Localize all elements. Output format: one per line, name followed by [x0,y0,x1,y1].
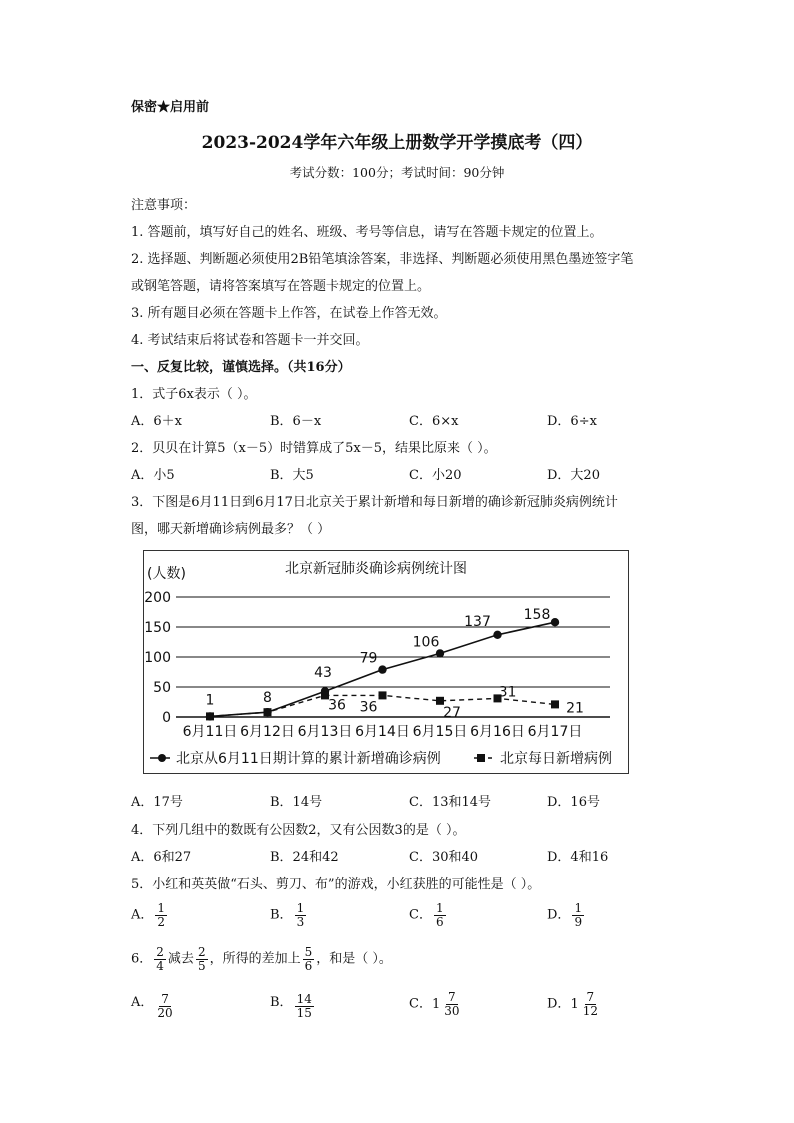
cumulative-data-label: 137 [464,613,491,630]
chart-title: 北京新冠肺炎确诊病例统计图 [285,561,467,577]
q4-option-d[interactable]: D．4和16 [547,850,609,865]
numerator: 1 [574,901,583,915]
cumulative-point [436,649,444,657]
notice-heading: 注意事项： [131,198,197,213]
q3-option-a[interactable]: A．17号 [131,795,183,810]
whole-part: 1 [431,996,441,1012]
fraction [295,993,314,1019]
q2-option-c[interactable]: C．小20 [409,468,462,483]
cumulative-data-label: 1 [205,692,215,709]
denominator: 12 [582,1003,598,1018]
daily-data-label: 31 [498,684,517,701]
fraction [442,991,461,1017]
section-heading: 一、反复比较，谨慎选择。（共16分） [131,360,351,375]
numerator: 7 [161,991,169,1006]
q3-option-c[interactable]: C．13和14号 [409,795,492,810]
q3-option-d[interactable]: D．16号 [547,795,600,810]
cumulative-data-label: 79 [359,650,378,667]
fraction [434,902,446,928]
q1-option-a[interactable]: A．6＋x [131,414,182,429]
q3-option-b[interactable]: B．14号 [270,795,323,810]
fraction [196,946,208,972]
x-tick-label: 6月16日 [470,724,525,740]
q5-option-c[interactable] [409,902,448,928]
numerator: 2 [156,945,164,959]
page-title: 2023-2024学年六年级上册数学开学摸底考（四） [201,133,593,153]
whole-part: 1 [570,996,579,1012]
legend-cumulative-marker [158,754,166,762]
numerator: 1 [296,901,305,915]
numerator: 1 [157,901,166,915]
stem-text: ，所得的差加上 [209,951,301,967]
mixed-number [153,993,176,1019]
denominator: 20 [157,1005,173,1020]
fraction [155,993,174,1019]
y-tick-label: 50 [153,680,171,696]
stem-text: ，和是（ ）。 [316,951,392,967]
cumulative-data-label: 158 [523,607,551,624]
daily-data-label: 21 [566,700,584,717]
option-label: B． [270,995,293,1010]
notice-item: 1. 答题前，填写好自己的姓名、班级、考号等信息，请写在答题卡规定的位置上。 [131,225,603,240]
y-axis-label: (人数) [147,566,186,582]
daily-data-label: 27 [443,704,461,721]
x-tick-label: 6月17日 [527,724,583,740]
y-tick-label: 150 [144,620,171,636]
q6-option-d[interactable] [547,991,602,1017]
q1-option-c[interactable]: C．6×x [409,414,459,429]
legend-daily-label: 北京每日新增病例 [500,751,612,767]
question-number: 6． [131,951,153,967]
q4-option-a[interactable]: A．6和27 [131,850,192,865]
q5-option-b[interactable] [270,902,308,928]
cumulative-point [378,665,386,673]
legend-daily-marker [477,754,485,762]
option-label: C． [409,996,432,1012]
denominator: 9 [574,914,583,929]
stem-text: 减去 [167,951,194,967]
q6-option-a[interactable] [131,991,177,1019]
numerator: 7 [448,990,456,1004]
daily-point [551,700,559,708]
fraction [154,946,166,972]
notice-item: 4. 考试结束后将试卷和答题卡一并交回。 [131,333,369,348]
mixed-number [432,991,464,1017]
question-5-stem: 5．小红和英英做“石头、剪刀、布”的游戏，小红获胜的可能性是（ ）。 [131,877,541,892]
denominator: 5 [197,958,206,973]
y-tick-label: 200 [144,590,171,606]
fraction [581,991,600,1017]
x-tick-label: 6月14日 [355,724,410,740]
numerator: 1 [435,901,444,915]
option-label: A． [131,995,154,1010]
mixed-number [570,991,602,1017]
denominator: 3 [296,914,305,929]
daily-point [436,697,444,705]
chart-canvas [144,551,628,773]
question-1-stem: 1．式子6x表示（ ）。 [131,387,257,402]
x-tick-label: 6月13日 [297,724,353,740]
question-6-stem [131,946,392,972]
legend-cumulative-label: 北京从6月11日期计算的累计新增确诊病例 [176,751,441,767]
y-tick-label: 100 [144,650,171,666]
q6-option-c[interactable] [409,991,464,1017]
q2-option-b[interactable]: B．大5 [270,468,314,483]
fraction [303,946,315,972]
q2-option-a[interactable]: A．小5 [131,468,175,483]
denominator: 6 [435,914,444,929]
option-label: D． [547,996,571,1012]
option-label: C． [409,907,432,923]
q1-option-b[interactable]: B．6－x [270,414,322,429]
notice-item: 3. 所有题目必须在答题卡上作答，在试卷上作答无效。 [131,306,447,321]
daily-data-label: 36 [328,697,346,714]
option-label: D． [547,907,571,923]
q4-option-c[interactable]: C．30和40 [409,850,479,865]
daily-point [264,708,272,716]
q4-option-b[interactable]: B．24和42 [270,850,339,865]
daily-point [379,691,387,699]
y-tick-label: 0 [162,710,171,726]
denominator: 6 [304,958,313,973]
q5-option-d[interactable] [547,902,586,928]
notice-item: 或钢笔答题，请将答案填写在答题卡规定的位置上。 [131,279,431,294]
x-tick-label: 6月15日 [412,724,468,740]
denominator: 4 [156,958,164,973]
daily-data-label: 36 [359,699,378,716]
daily-point [206,712,214,720]
fraction [572,902,584,928]
fraction [295,902,307,928]
cumulative-data-label: 106 [412,634,440,651]
denominator: 2 [157,914,166,929]
numerator: 5 [304,945,313,959]
numerator: 14 [296,991,312,1006]
cumulative-data-label: 8 [263,690,272,707]
question-2-stem: 2．贝贝在计算5（x－5）时错算成了5x－5，结果比原来（ ）。 [131,441,497,456]
option-label: A． [131,907,154,923]
q6-option-b[interactable] [270,991,316,1019]
numerator: 2 [197,945,206,959]
confidential-mark: 保密★启用前 [131,100,210,115]
question-3-stem: 3．下图是6月11日到6月17日北京关于累计新增和每日新增的确诊新冠肺炎病例统计 [131,495,618,510]
question-4-stem: 4．下列几组中的数既有公因数2，又有公因数3的是（ ）。 [131,823,466,838]
cumulative-data-label: 43 [314,665,332,682]
denominator: 15 [296,1005,312,1020]
x-tick-label: 6月12日 [240,724,295,740]
exam-info: 考试分数：100分；考试时间：90分钟 [289,165,505,180]
line-chart [143,550,629,774]
cumulative-point [493,631,501,639]
denominator: 30 [444,1003,460,1018]
mixed-number [293,993,316,1019]
q1-option-d[interactable]: D．6÷x [547,414,597,429]
fraction [155,902,167,928]
q5-option-a[interactable] [131,902,169,928]
question-3-stem-cont: 图，哪天新增确诊病例最多？（ ） [131,522,331,537]
cumulative-point [551,618,559,626]
option-label: B． [270,907,293,923]
numerator: 7 [586,990,595,1004]
notice-item: 2. 选择题、判断题必须使用2B铅笔填涂答案，非选择、判断题必须使用黑色墨迹签字笔 [131,252,634,267]
q2-option-d[interactable]: D．大20 [547,468,600,483]
x-tick-label: 6月11日 [182,724,238,740]
